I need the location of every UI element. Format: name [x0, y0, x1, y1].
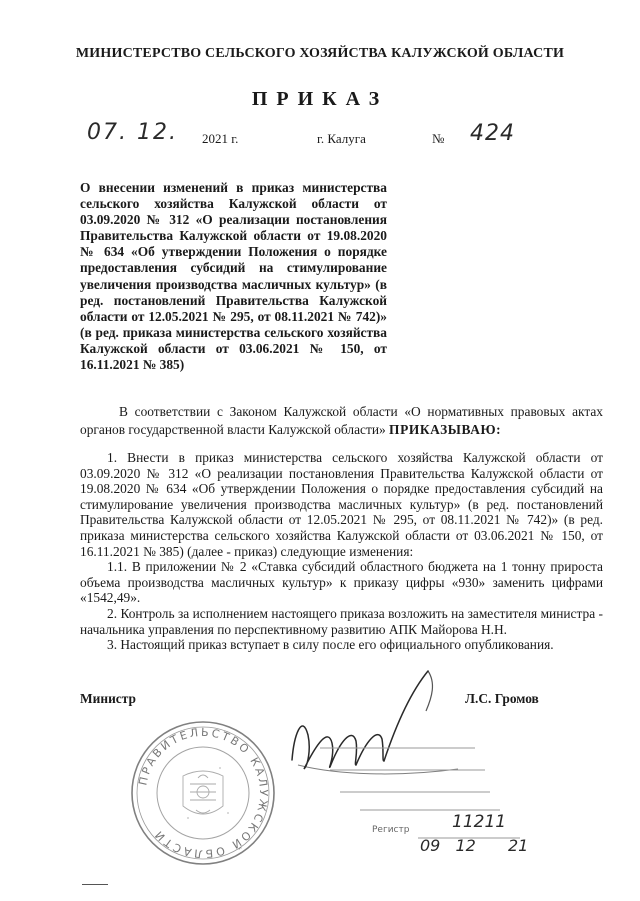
command-word: ПРИКАЗЫВАЮ:	[389, 422, 502, 437]
order-body	[80, 450, 603, 653]
paragraph-1: 1. Внести в приказ министерства сельского хозяйства Калужской области от 03.09.2020 № 312 «О реализации постановления Правительства Калужской области от 19.08.2020 № 634 «Об утверждении Положения о порядке предоставления субсидий на стимулирование увеличения производства масличных культур» (в ред. постановлений Правительства Калужской области от 12.05.2021 № 295, от 08.11.2021 № 742)» (в ред. приказа министерства сельского хозяйства Калужской области от 03.06.2021 № 150, от 16.11.2021 № 385) (далее - приказ) следующие изменения:	[80, 450, 603, 559]
registration-year: 21	[508, 836, 529, 855]
registration-number: 11211	[452, 812, 507, 832]
paragraph-3: 3. Настоящий приказ вступает в силу после его официального опубликования.	[107, 637, 554, 653]
handwritten-order-number: 424	[470, 121, 515, 146]
order-subject: О внесении изменений в приказ министерства сельского хозяйства Калужской области от 03.09.2020 № 312 «О реализации постановления Правительства Калужской области от 19.08.2020 № 634 «Об утверждении Положения о порядке предоставления субсидий на стимулирование увеличения производства масличных культур» (в ред. постановлений Правительства Калужской области от 12.05.2021 № 295, от 08.11.2021 № 742)» (в ред. приказа министерства сельского хозяйства Калужской области от 03.06.2021 № 150, от 16.11.2021 № 385)	[80, 180, 387, 373]
order-year: 2021 г.	[202, 131, 239, 146]
paragraph-2: 2. Контроль за исполнением настоящего приказа возложить на заместителя министра - начальника управления по перспективному развитию АПК Майорова Н.Н.	[80, 605, 603, 637]
page-mark	[82, 884, 108, 885]
preamble	[80, 403, 603, 439]
official-seal	[128, 718, 278, 868]
registration-label: Регистр	[372, 825, 410, 835]
preamble-text: В соответствии с Законом Калужской области «О нормативных правовых актах органов государственной власти Калужской области»	[80, 404, 603, 437]
registration-date: 09 12	[420, 836, 476, 855]
signatory-position: Министр	[80, 691, 136, 706]
seal-ring-text: ПРАВИТЕЛЬСТВО КАЛУЖСКОЙ ОБЛАСТИ	[136, 725, 271, 861]
coat-of-arms-icon	[183, 771, 223, 814]
ministry-header: МИНИСТЕРСТВО СЕЛЬСКОГО ХОЗЯЙСТВА КАЛУЖСКОЙ ОБЛАСТИ	[75, 46, 565, 61]
document-type-title: ПРИКАЗ	[251, 88, 389, 110]
paragraph-1-1: 1.1. В приложении № 2 «Ставка субсидий областного бюджета на 1 тонну прироста объема производства масличных культур» к приказу цифры «930» заменить цифрами «1542,49».	[80, 559, 603, 606]
handwritten-date: 07. 12.	[87, 120, 178, 145]
number-sign: №	[432, 131, 445, 146]
registration-lines	[300, 740, 530, 850]
signatory-name: Л.С. Громов	[465, 691, 539, 706]
order-city: г. Калуга	[317, 131, 366, 146]
